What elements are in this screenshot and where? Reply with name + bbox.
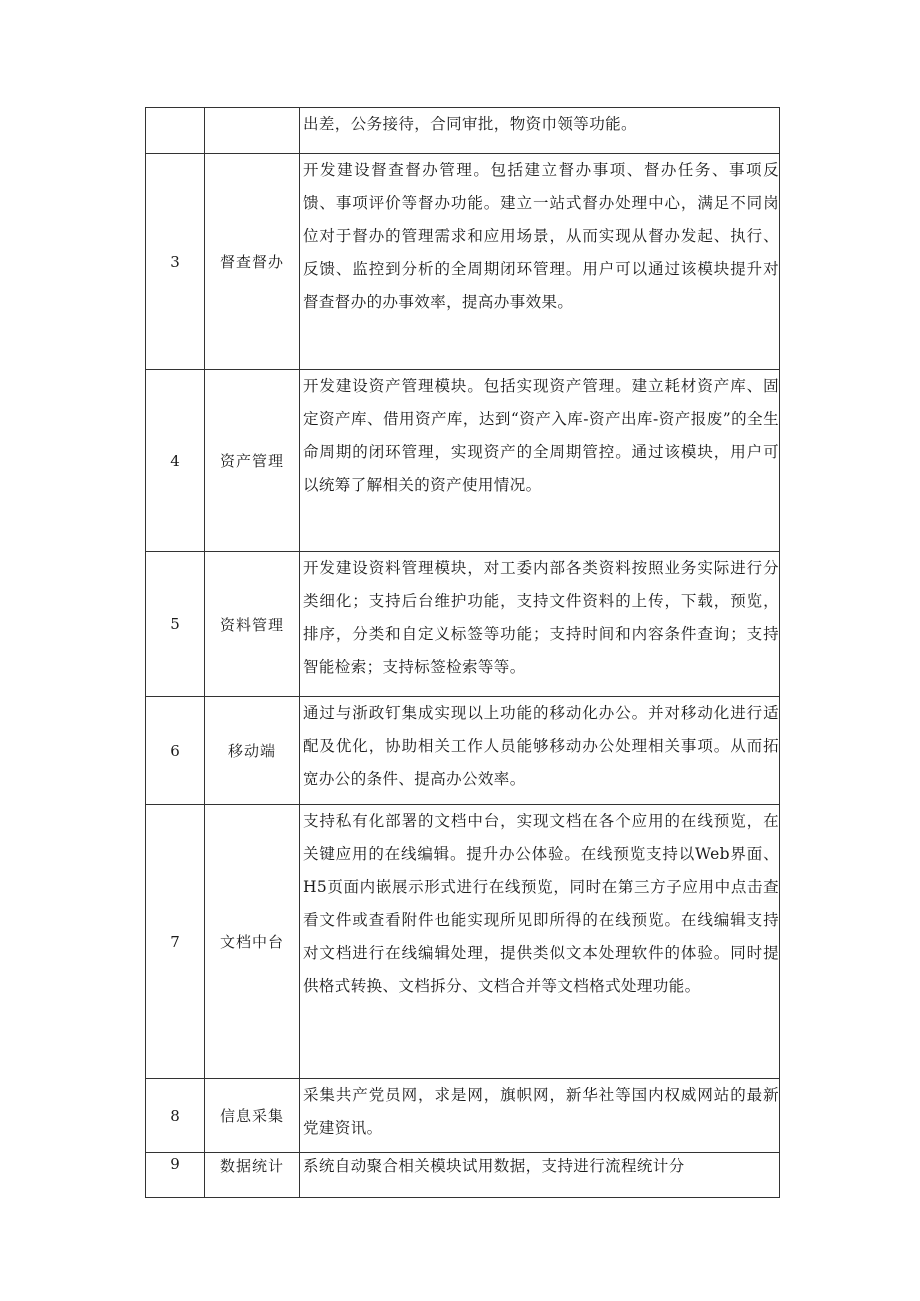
feature-table xyxy=(145,107,780,1198)
table-row xyxy=(146,697,780,805)
row-number: 9 xyxy=(146,1153,205,1198)
description-text: 支持私有化部署的文档中台，实现文档在各个应用的在线预览，在关键应用的在线编辑。提升办公体验。在线预览支持以Web界面、H5页面内嵌展示形式进行在线预览，同时在第三方子应用中点击查看文件或查看附件也能实现所见即所得的在线预览。在线编辑支持对文档进行在线编辑处理，提供类似文本处理软件的体验。同时提供格式转换、文档拆分、文档合并等文档格式处理功能。 xyxy=(303,812,779,995)
table-row xyxy=(146,154,780,370)
module-description xyxy=(300,370,780,552)
table-row xyxy=(146,108,780,154)
module-description xyxy=(300,552,780,697)
description-text: 采集共产党员网，求是网，旗帜网，新华社等国内权威网站的最新党建资讯。 xyxy=(303,1086,779,1137)
module-description xyxy=(300,154,780,370)
row-number: 3 xyxy=(146,154,205,370)
description-text: 开发建设资料管理模块，对工委内部各类资料按照业务实际进行分类细化；支持后台维护功能，支持文件资料的上传，下载，预览，排序，分类和自定义标签等功能；支持时间和内容条件查询；支持智能检索；支持标签检索等等。 xyxy=(303,559,779,676)
row-number: 5 xyxy=(146,552,205,697)
module-description xyxy=(300,697,780,805)
description-text: 系统自动聚合相关模块试用数据，支持进行流程统计分 xyxy=(303,1157,685,1175)
module-name xyxy=(205,108,300,154)
module-description xyxy=(300,108,780,154)
row-number: 6 xyxy=(146,697,205,805)
description-text: 通过与浙政钉集成实现以上功能的移动化办公。并对移动化进行适配及优化，协助相关工作人员能够移动办公处理相关事项。从而拓宽办公的条件、提高办公效率。 xyxy=(303,704,779,788)
module-name: 文档中台 xyxy=(205,805,300,1079)
table-row xyxy=(146,1079,780,1153)
row-number: 8 xyxy=(146,1079,205,1153)
row-number: 4 xyxy=(146,370,205,552)
module-name: 资产管理 xyxy=(205,370,300,552)
table-row xyxy=(146,1153,780,1198)
module-description xyxy=(300,805,780,1079)
row-number: 7 xyxy=(146,805,205,1079)
table-row xyxy=(146,370,780,552)
table-row xyxy=(146,805,780,1079)
module-name: 督查督办 xyxy=(205,154,300,370)
module-name: 信息采集 xyxy=(205,1079,300,1153)
module-name: 资料管理 xyxy=(205,552,300,697)
description-text: 开发建设督查督办管理。包括建立督办事项、督办任务、事项反馈、事项评价等督办功能。建立一站式督办处理中心，满足不同岗位对于督办的管理需求和应用场景，从而实现从督办发起、执行、反馈、监控到分析的全周期闭环管理。用户可以通过该模块提升对督查督办的办事效率，提高办事效果。 xyxy=(303,161,779,311)
table-row xyxy=(146,552,780,697)
description-text: 开发建设资产管理模块。包括实现资产管理。建立耗材资产库、固定资产库、借用资产库，达到“资产入库-资产出库-资产报废”的全生命周期的闭环管理，实现资产的全周期管控。通过该模块，用户可以统筹了解相关的资产使用情况。 xyxy=(303,377,779,494)
module-description xyxy=(300,1153,780,1198)
row-number xyxy=(146,108,205,154)
module-name: 数据统计 xyxy=(205,1153,300,1198)
module-name: 移动端 xyxy=(205,697,300,805)
description-text: 出差，公务接待，合同审批，物资巾领等功能。 xyxy=(303,115,637,133)
module-description xyxy=(300,1079,780,1153)
